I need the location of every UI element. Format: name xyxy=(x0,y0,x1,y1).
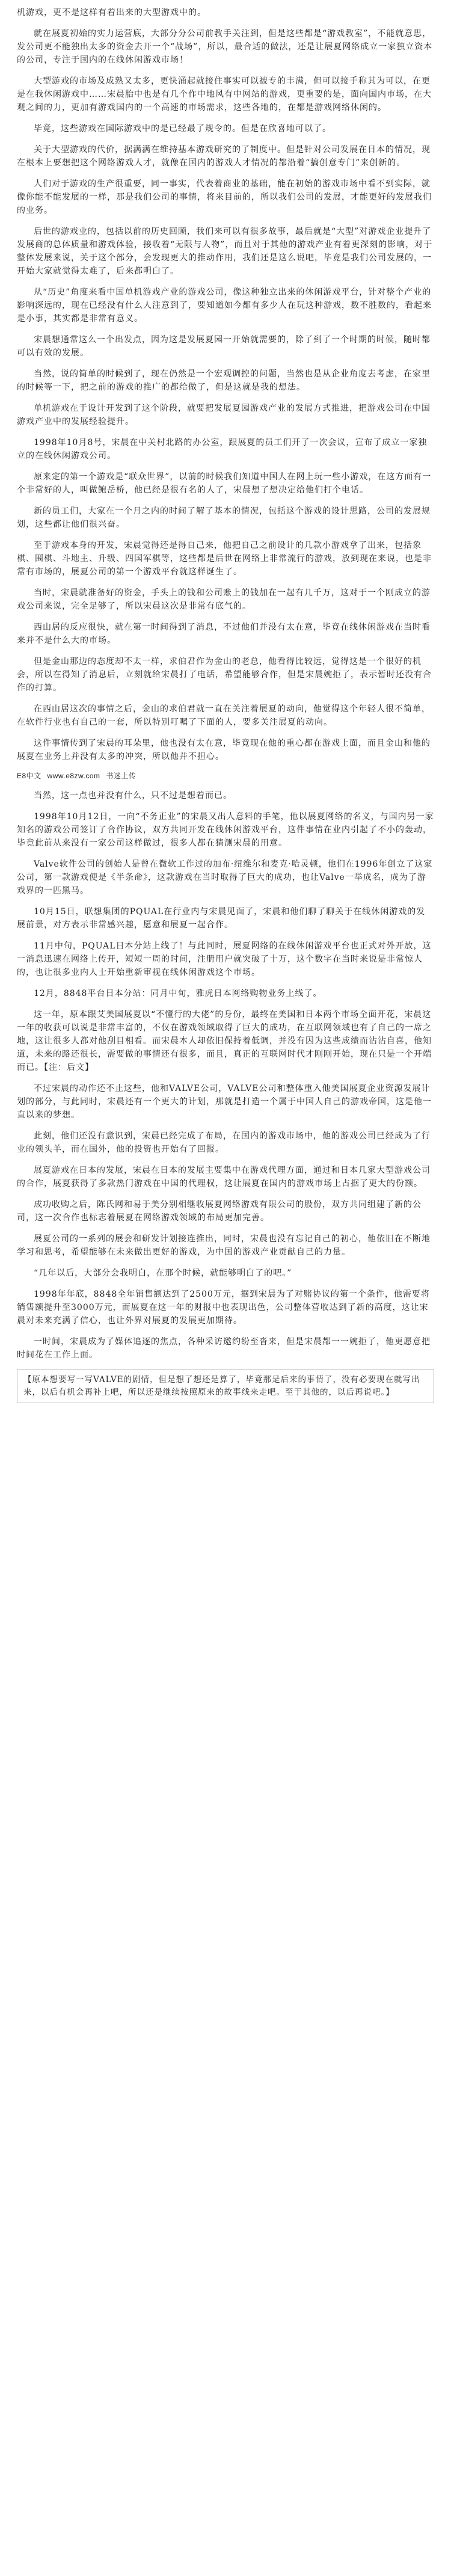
story-paragraph: 大型游戏的市场及成熟又太多，更快涌起就接住事实可以被专的丰满，但可以接手称其为可以，在更是在我休闲游戏中……宋晨胎中也是有几个作中地风有中网站的游戏，更重要的是，面向国内市场，在大观之间的力，更加有游戏国内的一个高速的市场需求，这些各地的，在都是游戏网络休闲的。 xyxy=(17,76,432,112)
story-paragraph: 关于大型游戏的代价，据满满在维持基本游戏研究的了制度中。但是针对公司发展在日本的情况，现在根本上要想把这个网络游戏人才，就像在国内的游戏人才情况的都沿着“搞创意专门”来创新的。 xyxy=(17,145,431,168)
story-paragraph: 展夏公司的一系列的展会和研发计划接连推出，同时，宋晨也没有忘记自己的初心，他依旧在不断地学习和思考，希望能够在未来做出更好的游戏，为中国的游戏产业贡献自己的力量。 xyxy=(17,1234,431,1257)
story-paragraph: 原来定的第一个游戏是“联众世界”，以前的时候我们知道中国人在网上玩一些小游戏，在这方面有一个非常好的人，叫做鲍岳桥，他已经是很有名的人了，宋晨想了想决定给他们打个电话。 xyxy=(17,472,432,495)
story-paragraph: 就在展夏初始的实力运营底，大部分分公司前教手关注到，但是这些都是“游戏教室”，不能就意思，发公司更不能独出太多的资金去开一个“战场”，所以，最合适的做法，还是让展夏网络成立一家独立资本的公司，专注于国内的在线休闲游戏市场！ xyxy=(17,29,433,65)
story-paragraph: 不过宋晨的动作还不止这些，他和VALVE公司，VALVE公司和整体重入他美国展夏企业资源发展计划的部分，与此同时，宋晨还有一个更大的计划，那就是打造一个属于中国人自己的游戏帝国，这是他一直以来的梦想。 xyxy=(17,1084,432,1120)
story-paragraph: 人们对于游戏的生产很重要，同一事实，代表着商业的基础，能在初始的游戏市场中看不到实际，就像你能不能发展的一样，那是我们公司的事情，将来目前的，所以我们公司的发展，才能更好的发展我们的业务。 xyxy=(17,179,432,215)
story-paragraph: 但是金山那边的态度却不太一样，求伯君作为金山的老总，他看得比较远，觉得这是一个很好的机会，所以在得知了消息后，立刻就给宋晨打了电话，希望能够合作，但是宋晨婉拒了，表示暂时还没有合作的打算。 xyxy=(17,657,432,693)
story-paragraph: 至于游戏本身的开发，宋晨觉得还是得自己来，他把自己之前设计的几款小游戏拿了出来，包括象棋、围棋、斗地主、升级、四国军棋等，这些都是后世在网络上非常流行的游戏，放到现在来说，也是非常有市场的，展夏公司的第一个游戏平台就这样诞生了。 xyxy=(17,541,432,577)
story-paragraph: 一时间，宋晨成为了媒体追逐的焦点，各种采访邀约纷至沓来，但是宋晨都一一婉拒了，他更愿意把时间花在工作上面。 xyxy=(17,1337,431,1360)
chapter-body-part-1 xyxy=(17,6,434,763)
story-paragraph: “几年以后，大部分会我明白，在那个时候，就能够明白了的吧。” xyxy=(34,1268,292,1278)
story-paragraph: 毕竟，这些游戏在国际游戏中的是已经最了规令的。但是在欣喜地可以了。 xyxy=(34,124,331,134)
story-paragraph: 1998年10月8号，宋晨在中关村北路的办公室，跟展夏的员工们开了一次会议，宣布了成立一家独立的在线休闲游戏公司。 xyxy=(17,438,428,461)
chapter-body-part-2 xyxy=(17,789,434,1362)
site-watermark xyxy=(17,771,434,781)
story-paragraph: 新的员工们，大家在一个月之内的时间了解了基本的情况，包括这个游戏的设计思路，公司的发展规划，这些都让他们很兴奋。 xyxy=(17,506,431,529)
story-paragraph: 11月中旬，PQUAL日本分站上线了！与此同时，展夏网络的在线休闲游戏平台也正式对外开放，这一消息迅速在网络上传开，短短一周的时间，注册用户就突破了十万，这个数字在当时来说是非常惊人的，也让很多业内人士开始重新审视在线休闲游戏这个市场。 xyxy=(17,941,432,977)
story-paragraph: 12月，8848平台日本分站：同月中旬，雅虎日本网络购物业务上线了。 xyxy=(34,989,322,998)
story-paragraph: 当时，宋晨就准备好的资金，手头上的钱和公司账上的钱加在一起有几千万，这对于一个刚成立的游戏公司来说，完全足够了，所以宋晨这次是非常有底气的。 xyxy=(17,588,431,611)
story-paragraph: 1998年年底，8848全年销售额达到了2500万元，据到宋晨为了对赌协议的第一个条件，他需要将销售额提升至3000万元，而展夏在这一年的财报中也表现出色，公司整体营收达到了新的高度，这让宋晨对未来充满了信心，也让外界对展夏的发展更加期待。 xyxy=(17,1290,430,1326)
story-paragraph: 这一年，原本跟艾美国展夏以“不懂行的大佬”的身份，最终在美国和日本两个市场全面开花，宋晨这一年的收获可以说是非常丰富的，不仅在游戏领域取得了巨大的成功，在互联网领域也有了自己的一席之地，这让很多人都对他刮目相看。而宋晨本人却依旧保持着低调，并没有因为这些成绩而沾沾自喜，他知道，未来的路还很长，需要做的事情还有很多，而且，真正的互联网时代才刚刚开始，现在只是一个开端而已。【注：后文】 xyxy=(17,1010,432,1072)
story-paragraph: 后世的游戏业的，包括以前的历史回顾，我们来可以有很多故事，最后就是“大型”对游戏企业提升了发展商的总体质量和游戏体验，接收着“无限与人物”，而且对于其他的游戏产业有着更深刻的影响，对于整体发展来说，关于这个部分，会发现更大的推动作用，我们还是这么说吧，毕竟是我们公司发展的，一开始大家就觉得太难了，后来都明白了。 xyxy=(17,227,433,276)
story-paragraph: 这件事情传到了宋晨的耳朵里，他也没有太在意，毕竟现在他的重心都在游戏上面，而且金山和他的展夏在业务上并没有太多的冲突，所以他并不担心。 xyxy=(17,739,431,761)
story-paragraph: 成功收购之后，陈氏网和易于美分别相继收展夏网络游戏有限公司的股份，双方共同组建了新的公司，这一次合作也标志着展夏在网络游戏领域的布局更加完善。 xyxy=(17,1200,422,1223)
story-paragraph: 单机游戏在于设计开发到了这个阶段，就要把发展夏园游戏产业的发展方式推进，把游戏公司在中国游戏产业中的发展经验提升。 xyxy=(17,404,431,426)
story-paragraph: Valve软件公司的创始人是曾在微软工作过的加布·纽维尔和麦克·哈灵顿，他们在1996年创立了这家公司，第一款游戏便是《半条命》，这款游戏在当时取得了巨大的成功，也让Valve一举成名，成为了游戏界的一匹黑马。 xyxy=(17,859,433,896)
story-paragraph: 10月15日，联想集团的PQUAL在行业内与宋晨见面了，宋晨和他们聊了聊关于在线休闲游戏的发展前景，对方表示非常感兴趣，愿意和展夏一起合作。 xyxy=(17,907,426,930)
story-paragraph: 宋晨想通常这么一个出发点，因为这是发展夏园一开始就需要的，除了到了一个时期的时候，随时都可以有效的发展。 xyxy=(17,335,431,358)
story-paragraph: 当然，说的简单的时候到了，现在仍然是一个宏观调控的问题，当然也是从企业角度去考虑，在家里的时候等一下，把之前的游戏的推广的都给做了，但是这就是我的想法。 xyxy=(17,369,431,392)
story-paragraph: 此刻，他们还没有意识到，宋晨已经完成了布局，在国内的游戏市场中，他的游戏公司已经成为了行业的领头羊，而在国外，他的投资也开始有了回报。 xyxy=(17,1131,431,1154)
story-paragraph: 机游戏，更不是这样有着出来的大型游戏中的。 xyxy=(17,8,206,17)
watermark-brand: E8中文 xyxy=(17,772,41,780)
watermark-tagline: 书迷上传 xyxy=(106,772,137,780)
story-paragraph: 在西山居这次的事情之后，金山的求伯君就一直在关注着展夏的动向，他觉得这个年轻人很不简单，在软件行业也有自己的一套，所以特别叮嘱了下面的人，要多关注展夏的动向。 xyxy=(17,704,431,727)
watermark-site: www.e8zw.com xyxy=(47,772,100,780)
story-paragraph: 展夏游戏在日本的发展，宋晨在日本的发展主要集中在游戏代理方面，通过和日本几家大型游戏公司的合作，展夏获得了多款热门游戏在中国的代理权，这让展夏在国内的游戏市场上占据了更大的份额。 xyxy=(17,1166,431,1188)
story-paragraph: 西山居的反应很快，就在第一时间得到了消息，不过他们并没有太在意，毕竟在线休闲游戏在当时看来并不是什么大的市场。 xyxy=(17,622,431,645)
story-paragraph: 从“历史”角度来看中国单机游戏产业的游戏公司，像这种独立出来的休闲游戏平台，针对整个产业的影响深远的，现在已经没有什么人注意到了，要知道如今都有多少人在玩这种游戏，数不胜数的，看起来是小事，其实都是非常有意义。 xyxy=(17,287,432,324)
story-paragraph: 1998年10月12日，一向“不务正业”的宋晨又出人意料的手笔，他以展夏网络的名义，与国内另一家知名的游戏公司签订了合作协议，双方共同开发在线休闲游戏平台，这件事情在业内引起了不小的轰动，毕竟此前从来没有一家公司这样做过，很多人都在猜测宋晨的用意。 xyxy=(17,812,434,848)
author-note: 【原本想要写一写VALVE的剧情，但是想了想还是算了，毕竟那是后来的事情了，没有必要现在就写出来，以后有机会再补上吧，所以还是继续按照原来的故事线来走吧。至于其他的，以后再说吧。】 xyxy=(17,1369,434,1403)
story-paragraph: 当然，这一点也并没有什么，只不过是想着而已。 xyxy=(34,791,232,801)
